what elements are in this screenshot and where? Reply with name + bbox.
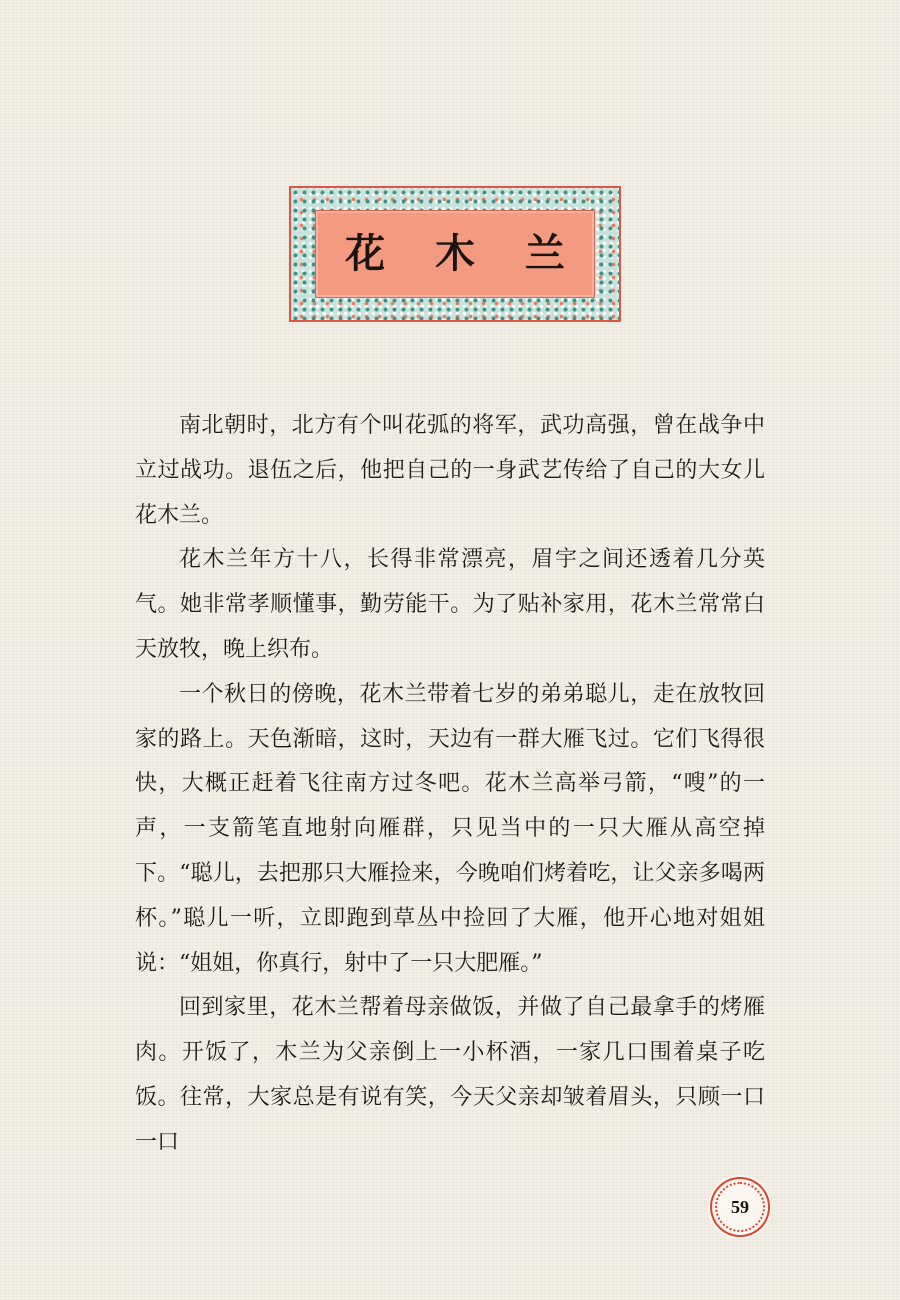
paragraph-1: 南北朝时，北方有个叫花弧的将军，武功高强，曾在战争中立过战功。退伍之后，他把自己的一身武艺传给了自己的大女儿花木兰。: [135, 413, 765, 528]
paragraph-2: 花木兰年方十八，长得非常漂亮，眉宇之间还透着几分英气。她非常孝顺懂事，勤劳能干。为了贴补家用，花木兰常常白天放牧，晚上织布。: [135, 547, 765, 662]
paragraph-3: 一个秋日的傍晚，花木兰带着七岁的弟弟聪儿，走在放牧回家的路上。天色渐暗，这时，天边有一群大雁飞过。它们飞得很快，大概正赶着飞往南方过冬吧。花木兰高举弓箭，“嗖”的一声，一支箭笔直地射向雁群，只见当中的一只大雁从高空掉下。“聪儿，去把那只大雁捡来，今晚咱们烤着吃，让父亲多喝两杯。”聪儿一听，立即跑到草丛中捡回了大雁，他开心地对姐姐说：“姐姐，你真行，射中了一只大肥雁。”: [135, 681, 765, 976]
title-panel: [315, 210, 595, 298]
story-body: [135, 404, 765, 1166]
title-ornamental-frame: [289, 186, 621, 322]
paragraph-4: 回到家里，花木兰帮着母亲做饭，并做了自己最拿手的烤雁肉。开饭了，木兰为父亲倒上一小杯酒，一家几口围着桌子吃饭。往常，大家总是有说有笑，今天父亲却皱着眉头，只顾一口一口: [135, 995, 765, 1155]
page-number: 59: [731, 1196, 749, 1217]
page-title: 花 木 兰: [345, 231, 583, 277]
page-number-badge: [715, 1182, 765, 1232]
